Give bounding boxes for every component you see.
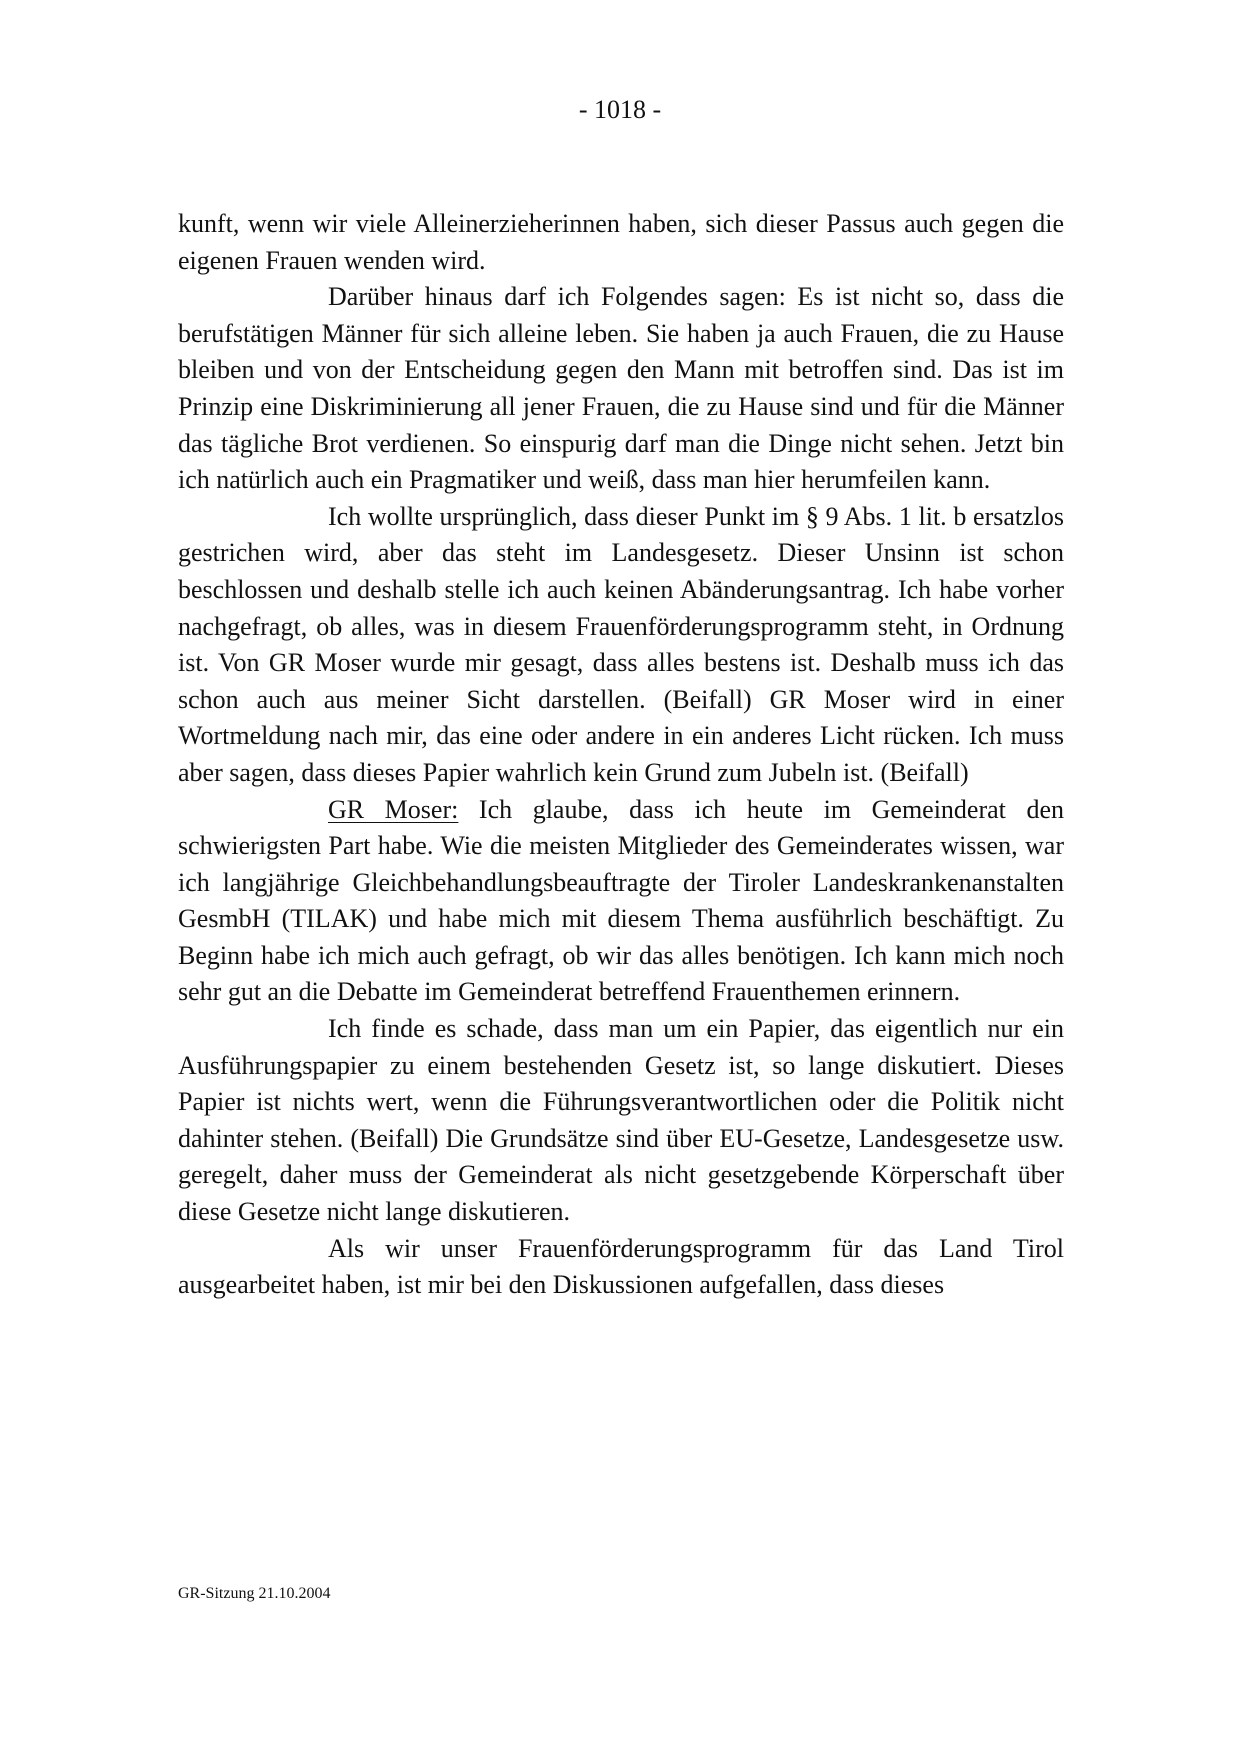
document-body <box>178 206 1064 1304</box>
speaker-name: GR Moser: <box>328 794 459 824</box>
footer-session-date: GR-Sitzung 21.10.2004 <box>178 1585 331 1602</box>
paragraph: Ich finde es schade, dass man um ein Papier, das eigentlich nur ein Ausführungspapier zu einem bestehenden Gesetz ist, so lange diskutiert. Dieses Papier ist nichts wert, wenn die Führungsverantwortlichen oder die Politik nicht dahinter stehen. (Beifall) Die Grundsätze sind über EU-Gesetze, Landesgesetze usw. geregelt, daher muss der Gemeinderat als nicht gesetzgebende Körperschaft über diese Gesetze nicht lange diskutieren. <box>178 1014 1064 1227</box>
paragraph-continuation: kunft, wenn wir viele Alleinerzieherinnen haben, sich dieser Passus auch gegen die eigenen Frauen wenden wird. <box>178 209 1064 275</box>
speaker-statement: Ich glaube, dass ich heute im Gemeinderat den schwierigsten Part habe. Wie die meisten Mitglieder des Gemeinderates wissen, war ich langjährige Gleichbehandlungsbeauftragte der Tiroler Landeskrankenanstalten GesmbH (TILAK) und habe mich mit diesem Thema ausführlich beschäftigt. Zu Beginn habe ich mich auch gefragt, ob wir das alles benötigen. Ich kann mich noch sehr gut an die Debatte im Gemeinderat betreffend Frauenthemen erinnern. <box>178 794 1064 1007</box>
paragraph-truncated: Als wir unser Frauenförderungsprogramm für das Land Tirol ausgearbeitet haben, ist mir bei den Diskussionen aufgefallen, dass dieses <box>178 1233 1064 1300</box>
paragraph: Darüber hinaus darf ich Folgendes sagen: Es ist nicht so, dass die berufstätigen Männer für sich alleine leben. Sie haben ja auch Frauen, die zu Hause bleiben und von der Entscheidung gegen den Mann mit betroffen sind. Das ist im Prinzip eine Diskriminierung all jener Frauen, die zu Hause sind und für die Männer das tägliche Brot verdienen. So einspurig darf man die Dinge nicht sehen. Jetzt bin ich natürlich auch ein Pragmatiker und weiß, dass man hier herumfeilen kann. <box>178 282 1064 495</box>
page-number: - 1018 - <box>578 95 662 124</box>
paragraph: Ich wollte ursprünglich, dass dieser Punkt im § 9 Abs. 1 lit. b ersatzlos gestrichen wird, aber das steht im Landesgesetz. Dieser Unsinn ist schon beschlossen und deshalb stelle ich auch keinen Abänderungsantrag. Ich habe vorher nachgefragt, ob alles, was in diesem Frauenförderungsprogramm steht, in Ordnung ist. Von GR Moser wurde mir gesagt, dass alles bestens ist. Deshalb muss ich das schon auch aus meiner Sicht darstellen. (Beifall) GR Moser wird in einer Wortmeldung nach mir, das eine oder andere in ein anderes Licht rücken. Ich muss aber sagen, dass dieses Papier wahrlich kein Grund zum Jubeln ist. (Beifall) <box>178 501 1064 787</box>
paragraph-speaker-moser <box>178 792 1064 1012</box>
